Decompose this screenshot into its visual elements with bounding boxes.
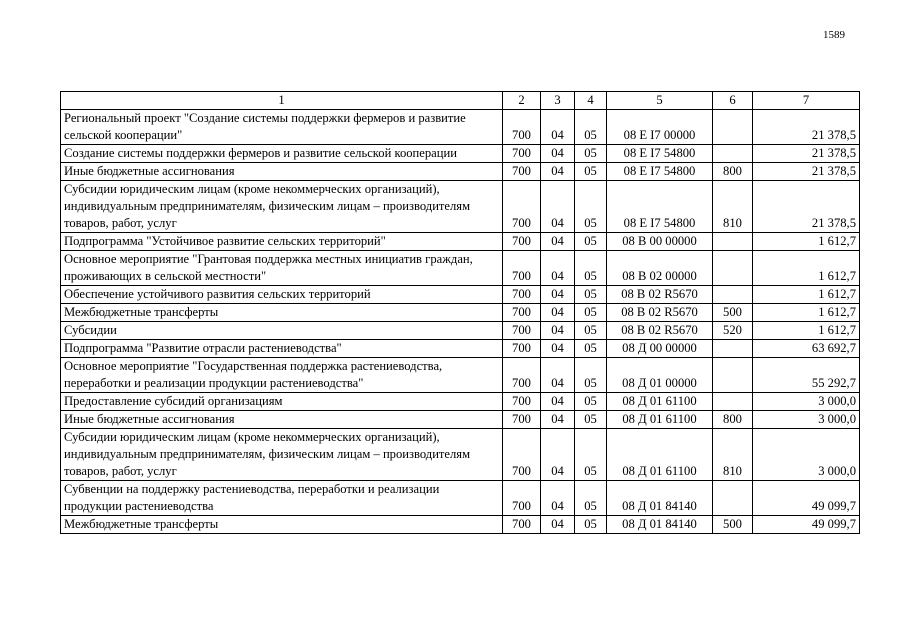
subsection-code-cell: 05 [575, 393, 607, 411]
table-row [61, 429, 860, 481]
item-name-cell: Основное мероприятие "Государственная поддержка растениеводства, переработки и реализации продукции растениеводства" [61, 358, 503, 393]
target-article-cell: 08 Д 01 00000 [607, 358, 713, 393]
item-name-cell: Субвенции на поддержку растениеводства, переработки и реализации продукции растениеводства [61, 481, 503, 516]
subsection-code-cell: 05 [575, 516, 607, 534]
item-name-cell: Предоставление субсидий организациям [61, 393, 503, 411]
target-article-cell: 08 Е I7 00000 [607, 110, 713, 145]
target-article-cell: 08 В 02 00000 [607, 251, 713, 286]
section-code-cell: 04 [541, 181, 575, 233]
page-number: 1589 [823, 29, 845, 41]
expense-type-cell [713, 110, 753, 145]
section-code-cell: 04 [541, 110, 575, 145]
ministry-code-cell: 700 [503, 393, 541, 411]
table-row [61, 340, 860, 358]
amount-cell: 1 612,7 [753, 233, 860, 251]
target-article-cell: 08 Е I7 54800 [607, 181, 713, 233]
target-article-cell: 08 Е I7 54800 [607, 145, 713, 163]
subsection-code-cell: 05 [575, 340, 607, 358]
item-name-cell: Основное мероприятие "Грантовая поддержка местных инициатив граждан, проживающих в сельской местности" [61, 251, 503, 286]
item-name-cell: Иные бюджетные ассигнования [61, 163, 503, 181]
amount-cell: 1 612,7 [753, 286, 860, 304]
table-row [61, 251, 860, 286]
target-article-cell: 08 Д 01 84140 [607, 481, 713, 516]
expense-type-cell [713, 145, 753, 163]
table-row [61, 233, 860, 251]
expense-type-cell [713, 286, 753, 304]
subsection-code-cell: 05 [575, 322, 607, 340]
column-header: 6 [713, 92, 753, 110]
target-article-cell: 08 Д 01 61100 [607, 429, 713, 481]
expense-type-cell: 810 [713, 429, 753, 481]
expense-type-cell: 500 [713, 516, 753, 534]
amount-cell: 1 612,7 [753, 322, 860, 340]
ministry-code-cell: 700 [503, 286, 541, 304]
table-row [61, 481, 860, 516]
subsection-code-cell: 05 [575, 145, 607, 163]
expense-type-cell [713, 233, 753, 251]
column-header: 7 [753, 92, 860, 110]
amount-cell: 3 000,0 [753, 393, 860, 411]
subsection-code-cell: 05 [575, 286, 607, 304]
item-name-cell: Региональный проект "Создание системы поддержки фермеров и развитие сельской кооперации" [61, 110, 503, 145]
ministry-code-cell: 700 [503, 304, 541, 322]
ministry-code-cell: 700 [503, 322, 541, 340]
target-article-cell: 08 Е I7 54800 [607, 163, 713, 181]
section-code-cell: 04 [541, 481, 575, 516]
subsection-code-cell: 05 [575, 304, 607, 322]
column-header: 3 [541, 92, 575, 110]
table-row [61, 304, 860, 322]
subsection-code-cell: 05 [575, 411, 607, 429]
subsection-code-cell: 05 [575, 429, 607, 481]
amount-cell: 21 378,5 [753, 181, 860, 233]
expense-type-cell [713, 358, 753, 393]
expense-type-cell: 800 [713, 411, 753, 429]
section-code-cell: 04 [541, 516, 575, 534]
target-article-cell: 08 В 02 R5670 [607, 286, 713, 304]
expense-type-cell [713, 340, 753, 358]
table-row [61, 145, 860, 163]
item-name-cell: Межбюджетные трансферты [61, 516, 503, 534]
target-article-cell: 08 В 00 00000 [607, 233, 713, 251]
item-name-cell: Субсидии [61, 322, 503, 340]
target-article-cell: 08 В 02 R5670 [607, 304, 713, 322]
ministry-code-cell: 700 [503, 181, 541, 233]
budget-table [60, 91, 860, 534]
ministry-code-cell: 700 [503, 358, 541, 393]
table-row [61, 516, 860, 534]
subsection-code-cell: 05 [575, 110, 607, 145]
target-article-cell: 08 Д 00 00000 [607, 340, 713, 358]
ministry-code-cell: 700 [503, 516, 541, 534]
amount-cell: 55 292,7 [753, 358, 860, 393]
table-row [61, 358, 860, 393]
section-code-cell: 04 [541, 411, 575, 429]
ministry-code-cell: 700 [503, 251, 541, 286]
amount-cell: 1 612,7 [753, 251, 860, 286]
expense-type-cell [713, 251, 753, 286]
subsection-code-cell: 05 [575, 481, 607, 516]
subsection-code-cell: 05 [575, 251, 607, 286]
expense-type-cell: 500 [713, 304, 753, 322]
subsection-code-cell: 05 [575, 181, 607, 233]
expense-type-cell: 520 [713, 322, 753, 340]
target-article-cell: 08 Д 01 61100 [607, 411, 713, 429]
expense-type-cell: 800 [713, 163, 753, 181]
section-code-cell: 04 [541, 163, 575, 181]
amount-cell: 49 099,7 [753, 481, 860, 516]
header-row [61, 92, 860, 110]
column-header: 5 [607, 92, 713, 110]
section-code-cell: 04 [541, 340, 575, 358]
amount-cell: 3 000,0 [753, 411, 860, 429]
ministry-code-cell: 700 [503, 233, 541, 251]
expense-type-cell [713, 481, 753, 516]
item-name-cell: Межбюджетные трансферты [61, 304, 503, 322]
ministry-code-cell: 700 [503, 110, 541, 145]
ministry-code-cell: 700 [503, 145, 541, 163]
item-name-cell: Подпрограмма "Устойчивое развитие сельских территорий" [61, 233, 503, 251]
column-header: 4 [575, 92, 607, 110]
section-code-cell: 04 [541, 393, 575, 411]
item-name-cell: Создание системы поддержки фермеров и развитие сельской кооперации [61, 145, 503, 163]
item-name-cell: Обеспечение устойчивого развития сельских территорий [61, 286, 503, 304]
section-code-cell: 04 [541, 304, 575, 322]
table-row [61, 110, 860, 145]
table-row [61, 181, 860, 233]
table-row [61, 393, 860, 411]
expense-type-cell: 810 [713, 181, 753, 233]
target-article-cell: 08 В 02 R5670 [607, 322, 713, 340]
item-name-cell: Иные бюджетные ассигнования [61, 411, 503, 429]
column-header: 2 [503, 92, 541, 110]
amount-cell: 1 612,7 [753, 304, 860, 322]
subsection-code-cell: 05 [575, 233, 607, 251]
table-row [61, 163, 860, 181]
expense-type-cell [713, 393, 753, 411]
amount-cell: 63 692,7 [753, 340, 860, 358]
section-code-cell: 04 [541, 429, 575, 481]
section-code-cell: 04 [541, 251, 575, 286]
item-name-cell: Субсидии юридическим лицам (кроме некоммерческих организаций), индивидуальным предпринимателям, физическим лицам – производителям товаров, работ, услуг [61, 181, 503, 233]
amount-cell: 3 000,0 [753, 429, 860, 481]
subsection-code-cell: 05 [575, 358, 607, 393]
section-code-cell: 04 [541, 286, 575, 304]
section-code-cell: 04 [541, 322, 575, 340]
amount-cell: 21 378,5 [753, 145, 860, 163]
item-name-cell: Субсидии юридическим лицам (кроме некоммерческих организаций), индивидуальным предпринимателям, физическим лицам – производителям товаров, работ, услуг [61, 429, 503, 481]
item-name-cell: Подпрограмма "Развитие отрасли растениеводства" [61, 340, 503, 358]
section-code-cell: 04 [541, 233, 575, 251]
section-code-cell: 04 [541, 145, 575, 163]
target-article-cell: 08 Д 01 84140 [607, 516, 713, 534]
amount-cell: 21 378,5 [753, 163, 860, 181]
table-body [61, 110, 860, 534]
section-code-cell: 04 [541, 358, 575, 393]
target-article-cell: 08 Д 01 61100 [607, 393, 713, 411]
ministry-code-cell: 700 [503, 340, 541, 358]
ministry-code-cell: 700 [503, 411, 541, 429]
table-row [61, 411, 860, 429]
amount-cell: 49 099,7 [753, 516, 860, 534]
subsection-code-cell: 05 [575, 163, 607, 181]
ministry-code-cell: 700 [503, 163, 541, 181]
column-header: 1 [61, 92, 503, 110]
ministry-code-cell: 700 [503, 429, 541, 481]
table-row [61, 286, 860, 304]
table-row [61, 322, 860, 340]
amount-cell: 21 378,5 [753, 110, 860, 145]
ministry-code-cell: 700 [503, 481, 541, 516]
